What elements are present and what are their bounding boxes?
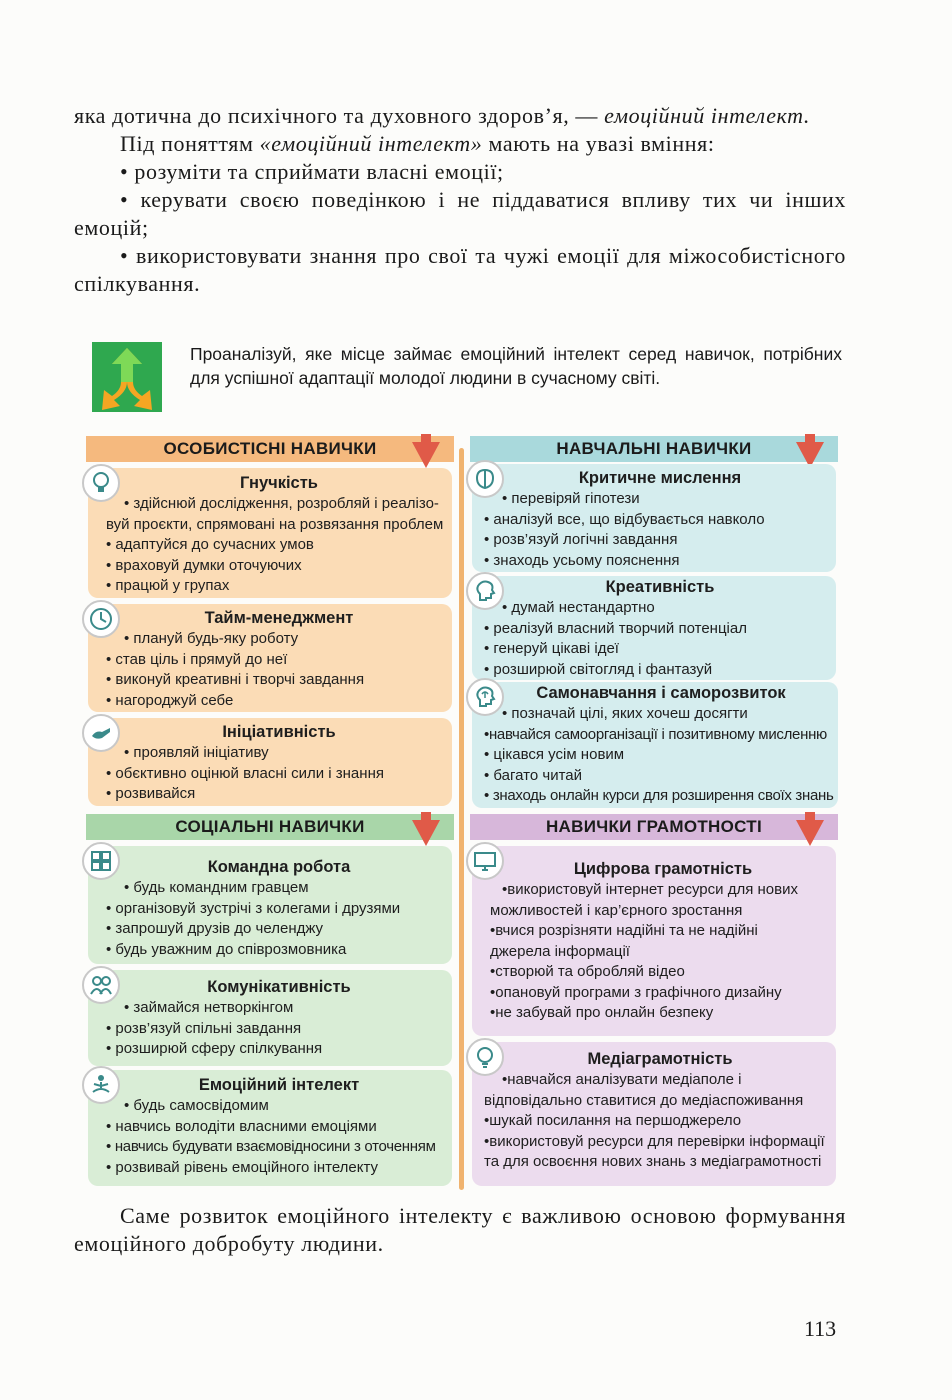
list-item: • розширюй сферу спілкування — [106, 1040, 323, 1057]
list-item: • розвивай рівень емоційного інтелекту — [106, 1158, 379, 1176]
list-item: • враховуй думки оточуючих — [106, 556, 302, 574]
emphasis: «емоційний інтелект» — [259, 131, 483, 156]
list-item: • будь командним гравцем — [124, 879, 309, 896]
list-item: можливостей і кар’єрного зростання — [490, 901, 743, 919]
list-item: • займайся нетворкінгом — [124, 999, 294, 1016]
card-title: Тайм-менеджмент — [204, 609, 354, 627]
card-self-learning — [472, 682, 838, 808]
list-item: • став ціль і прямуй до неї — [106, 650, 288, 668]
list-item: • обєктивно оцінюй власні сили і знання — [106, 764, 384, 782]
card-title: Комунікативність — [207, 978, 351, 996]
list-item: •шукай посилання на першоджерело — [484, 1112, 742, 1129]
arrow-down-icon — [412, 820, 440, 846]
task-text: Проаналізуй, яке місце займає емоційний інтелект серед навичок, потрібних для успішної адаптації молодої людини в сучасному світі. — [190, 344, 842, 388]
intro-bullet: • керувати своєю поведінкою і не піддаватися впливу тих чи інших емоцій; — [74, 187, 846, 240]
list-item: відповідально ставитися до медіаспоживання — [484, 1091, 804, 1109]
crossroads-arrows-icon — [92, 342, 162, 412]
card-critical-thinking — [472, 464, 836, 572]
card-title: Гнучкість — [240, 474, 318, 492]
list-item: • цікався усім новим — [484, 746, 625, 763]
list-item: • розвивайся — [106, 785, 196, 802]
lightbulb-icon — [82, 464, 120, 502]
list-item: та для освоєння нових знань з медіаграмотності — [484, 1153, 822, 1170]
list-item: • будь уважним до співрозмовника — [106, 940, 347, 958]
list-item: •опановуй програми з графічного дизайну — [490, 983, 782, 1001]
list-item: • аналізуй все, що відбувається навколо — [484, 510, 765, 528]
list-item: • реалізуй власний творчий потенціал — [484, 619, 747, 637]
header-personal-skills: ОСОБИСТІСНІ НАВИЧКИ — [86, 436, 454, 462]
card-flexibility — [88, 468, 452, 598]
list-item: • знаходь онлайн курси для розширення своїх знань — [484, 787, 834, 804]
definition-line: Під поняттям «емоційний інтелект» мають на увазі вміння: — [120, 131, 715, 156]
header-social-skills: СОЦІАЛЬНІ НАВИЧКИ — [86, 814, 454, 840]
list-item: джерела інформації — [490, 942, 630, 960]
list-item: •навчайся самоорганізації і позитивному мисленню — [484, 725, 828, 743]
hand-icon — [82, 714, 120, 752]
list-item: • розв’язуй спільні завдання — [106, 1019, 302, 1037]
card-title: Цифрова грамотність — [573, 860, 753, 878]
list-item: •створюй та обробляй відео — [490, 963, 685, 980]
card-digital-literacy — [472, 846, 836, 1036]
meditation-icon — [82, 1066, 120, 1104]
arrow-down-icon — [412, 442, 440, 468]
list-item: • організовуй зустрічі з колегами і друзями — [106, 899, 401, 917]
header-literacy-skills: НАВИЧКИ ГРАМОТНОСТІ — [470, 814, 838, 840]
list-item: • будь самосвідомим — [124, 1097, 269, 1114]
puzzle-icon — [82, 842, 120, 880]
card-time-management — [88, 604, 452, 712]
list-item: • працюй у групах — [106, 577, 230, 594]
media-bulb-icon — [466, 1038, 504, 1076]
clock-icon — [82, 600, 120, 638]
card-title: Самонавчання і саморозвиток — [536, 684, 786, 702]
list-item: • адаптуйся до сучасних умов — [106, 536, 314, 553]
list-item: • плануй будь-яку роботу — [124, 630, 299, 647]
list-item: • багато читай — [484, 766, 582, 784]
column-divider — [459, 448, 464, 1190]
conclusion-text: Саме розвиток емоційного інтелекту є важливою основою формування емоційного добробуту людини. — [74, 1203, 846, 1256]
intro-bullet: • використовувати знання про свої та чужі емоції для міжособистісного спілкування. — [74, 243, 846, 296]
card-title: Критичне мислення — [578, 469, 742, 487]
card-communication — [88, 970, 452, 1066]
list-item: • розв’язуй логічні завдання — [484, 531, 678, 548]
card-title: Ініціативність — [222, 723, 336, 741]
arrow-down-icon — [796, 820, 824, 846]
card-title: Емоційний інтелект — [198, 1076, 360, 1094]
people-icon — [82, 966, 120, 1004]
emphasis: емоційний інтелект. — [604, 103, 811, 128]
brain-icon — [466, 460, 504, 498]
list-item: • перевіряй гіпотези — [502, 490, 640, 507]
growth-head-icon — [466, 678, 504, 716]
intro-line: яка дотична до психічного та духовного здоров’я, — емоційний інтелект. — [74, 103, 811, 128]
list-item: • навчись володіти власними емоціями — [106, 1117, 377, 1135]
card-emotional-intelligence — [88, 1070, 452, 1186]
list-item: • знаходь усьому пояснення — [484, 551, 680, 569]
creative-head-icon — [466, 572, 504, 610]
card-media-literacy — [472, 1042, 836, 1186]
card-title: Креативність — [605, 578, 715, 596]
list-item: • проявляй ініціативу — [124, 744, 269, 761]
monitor-icon — [466, 842, 504, 880]
list-item: • навчись будувати взаємовідносини з оточенням — [106, 1138, 436, 1155]
list-item: • виконуй креативні і творчі завдання — [106, 671, 365, 688]
list-item: • генеруй цікаві ідеї — [484, 640, 619, 657]
list-item: • запрошуй друзів до челенджу — [106, 920, 324, 937]
task-block — [92, 342, 852, 414]
list-item: вуй проєкти, спрямовані на розвязання проблем — [106, 515, 444, 533]
list-item: • думай нестандартно — [502, 599, 655, 616]
list-item: • здійснюй дослідження, розробляй і реалізо- — [124, 495, 439, 512]
list-item: •використовуй інтернет ресурси для нових — [502, 881, 798, 898]
list-item: • розширюй світогляд і фантазуй — [484, 660, 713, 678]
intro-bullet: • розуміти та сприймати власні емоції; — [120, 159, 504, 184]
header-learning-skills: НАВЧАЛЬНІ НАВИЧКИ — [470, 436, 838, 462]
card-teamwork — [88, 846, 452, 964]
list-item: •вчися розрізняти надійні та не надійні — [490, 922, 758, 939]
page-number: 113 — [804, 1316, 837, 1341]
list-item: • позначай цілі, яких хочеш досягти — [502, 705, 748, 722]
card-title: Медіаграмотність — [587, 1050, 733, 1068]
card-initiative — [88, 718, 452, 806]
list-item: •не забувай про онлайн безпеку — [490, 1004, 714, 1021]
intro-text — [74, 102, 846, 298]
card-creativity — [472, 576, 836, 680]
list-item: •використовуй ресурси для перевірки інформації — [484, 1132, 825, 1150]
card-title: Командна робота — [207, 858, 351, 876]
list-item: • нагороджуй себе — [106, 691, 234, 709]
list-item: •навчайся аналізувати медіаполе і — [502, 1071, 742, 1088]
